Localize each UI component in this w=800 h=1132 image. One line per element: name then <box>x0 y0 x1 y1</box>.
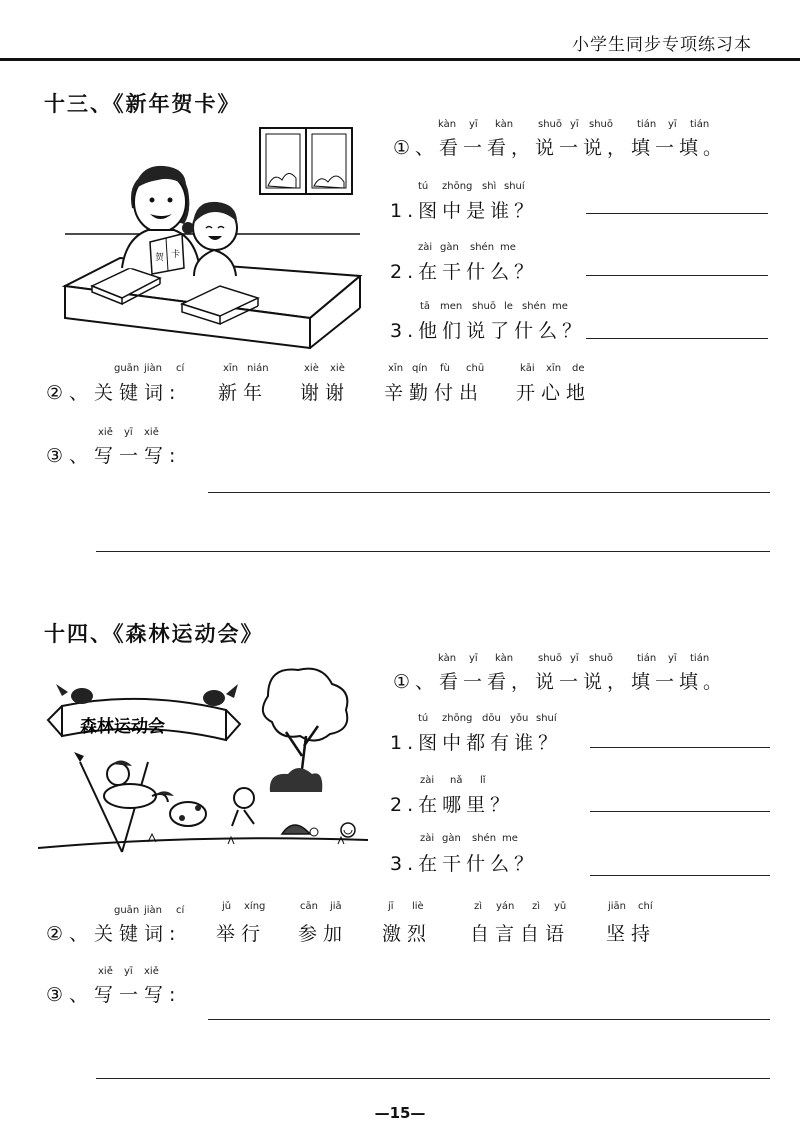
write-line-1[interactable] <box>208 1019 770 1020</box>
banner-title: 森林运动会 <box>80 717 165 737</box>
answer-line-2[interactable] <box>586 275 768 276</box>
keyword-2: 参加 <box>298 923 349 945</box>
write-line-2[interactable] <box>96 551 770 552</box>
question-3: 3.在干什么？ <box>390 853 539 875</box>
question-1: 1.图中都有谁？ <box>390 732 563 754</box>
keyword-5: 坚持 <box>606 923 657 945</box>
page-number: —15— <box>374 1104 426 1122</box>
keyword-3: 辛勤付出 <box>384 382 485 404</box>
keyword-2: 谢谢 <box>300 382 351 404</box>
write-line-2[interactable] <box>96 1078 770 1079</box>
section-14-title: 十四、《森林运动会》 <box>44 622 264 646</box>
header-rule <box>0 58 800 61</box>
write-line-1[interactable] <box>208 492 770 493</box>
question-3: 3.他们说了什么？ <box>390 320 587 342</box>
question-1: 1.图中是谁？ <box>390 200 539 222</box>
new-year-card-illustration <box>60 118 370 373</box>
q1-instruction: ①、看一看，说一说，填一填。 <box>393 137 728 159</box>
answer-line-3[interactable] <box>586 338 768 339</box>
answer-line-1[interactable] <box>590 747 770 748</box>
section-13-title: 十三、《新年贺卡》 <box>44 92 241 116</box>
keyword-4: 自言自语 <box>470 923 571 945</box>
keywords-label: ②、关键词: <box>46 382 182 404</box>
question-2: 2.在干什么？ <box>390 261 539 283</box>
write-label: ③、写一写: <box>46 445 182 467</box>
keyword-4: 开心地 <box>516 382 592 404</box>
answer-line-3[interactable] <box>590 875 770 876</box>
q1-instruction: ①、看一看，说一说，填一填。 <box>393 671 728 693</box>
answer-line-2[interactable] <box>590 811 770 812</box>
keyword-1: 新年 <box>218 382 269 404</box>
keywords-label: ②、关键词: <box>46 923 182 945</box>
keyword-3: 激烈 <box>382 923 433 945</box>
workbook-title: 小学生同步专项练习本 <box>572 35 752 55</box>
question-2: 2.在哪里？ <box>390 794 515 816</box>
keyword-1: 举行 <box>216 923 267 945</box>
forest-sports-meet-illustration <box>38 666 378 866</box>
card-char-1: 贺 <box>155 253 165 263</box>
answer-line-1[interactable] <box>586 213 768 214</box>
card-char-2: 卡 <box>171 250 181 260</box>
write-label: ③、写一写: <box>46 984 182 1006</box>
